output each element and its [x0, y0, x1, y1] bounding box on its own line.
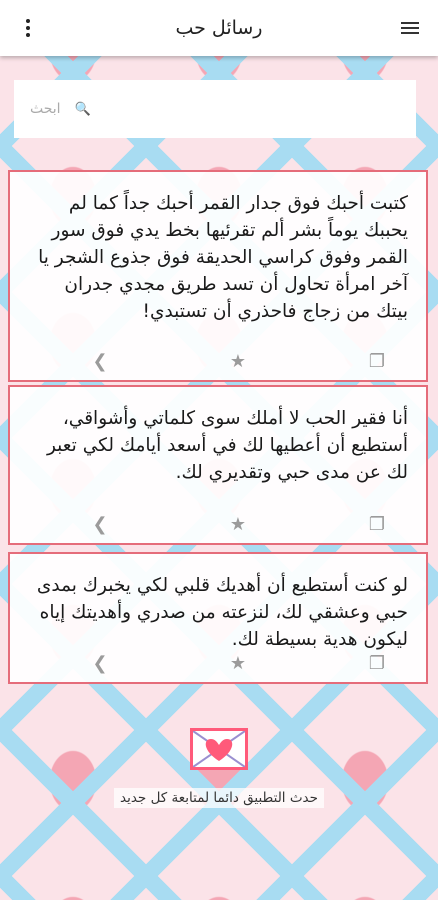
- more-options-icon[interactable]: [14, 14, 42, 42]
- message-card: [8, 170, 428, 382]
- star-icon[interactable]: ★: [229, 653, 247, 674]
- page-title: رسائل حب: [175, 17, 263, 39]
- star-icon[interactable]: ★: [229, 514, 247, 535]
- share-icon[interactable]: ❮: [92, 653, 108, 674]
- message-text: لو كنت أستطيع أن أهديك قلبي لكي يخبرك بمدى حبي وعشقي لك، لنزعته من صدري وأهديتك إياه ليكون هدية بسيطة لك.: [36, 575, 408, 650]
- search-bar[interactable]: [14, 80, 416, 138]
- footer-text: حدث التطبيق دائما لمتابعة كل جديد: [114, 788, 324, 808]
- copy-icon[interactable]: ❐: [368, 514, 386, 535]
- message-text: أنا فقير الحب لا أملك سوى كلماتي وأشواقي، أستطيع أن أعطيها لك في أسعد أيامك لكي تعبر لك عن مدى حبي وتقديري لك.: [46, 408, 408, 483]
- app-bar: [0, 0, 438, 56]
- search-icon: 🔍: [74, 101, 91, 117]
- search-input[interactable]: ابحث: [30, 101, 61, 117]
- message-card: [8, 552, 428, 684]
- hamburger-menu-icon[interactable]: [396, 14, 424, 42]
- message-actions: [10, 511, 426, 535]
- copy-icon[interactable]: ❐: [368, 653, 386, 674]
- message-card: [8, 385, 428, 545]
- app-logo: [190, 728, 248, 770]
- share-icon[interactable]: ❮: [92, 514, 108, 535]
- copy-icon[interactable]: ❐: [368, 351, 386, 372]
- message-actions: [10, 650, 426, 674]
- share-icon[interactable]: ❮: [92, 351, 108, 372]
- message-text: كتبت أحبك فوق جدار القمر أحبك جداً كما لم يحببك يوماً بشر ألم تقرئيها بخط يدي فوق سور القمر وفوق كراسي الحديقة فوق جذوع الشجر يا آخر امرأة تحاول أن تسد طريق مجدي جدران بيتك من زجاج فاحذري أن تستبدي!: [38, 193, 408, 322]
- star-icon[interactable]: ★: [229, 351, 247, 372]
- footer: [0, 700, 438, 820]
- message-actions: [10, 348, 426, 372]
